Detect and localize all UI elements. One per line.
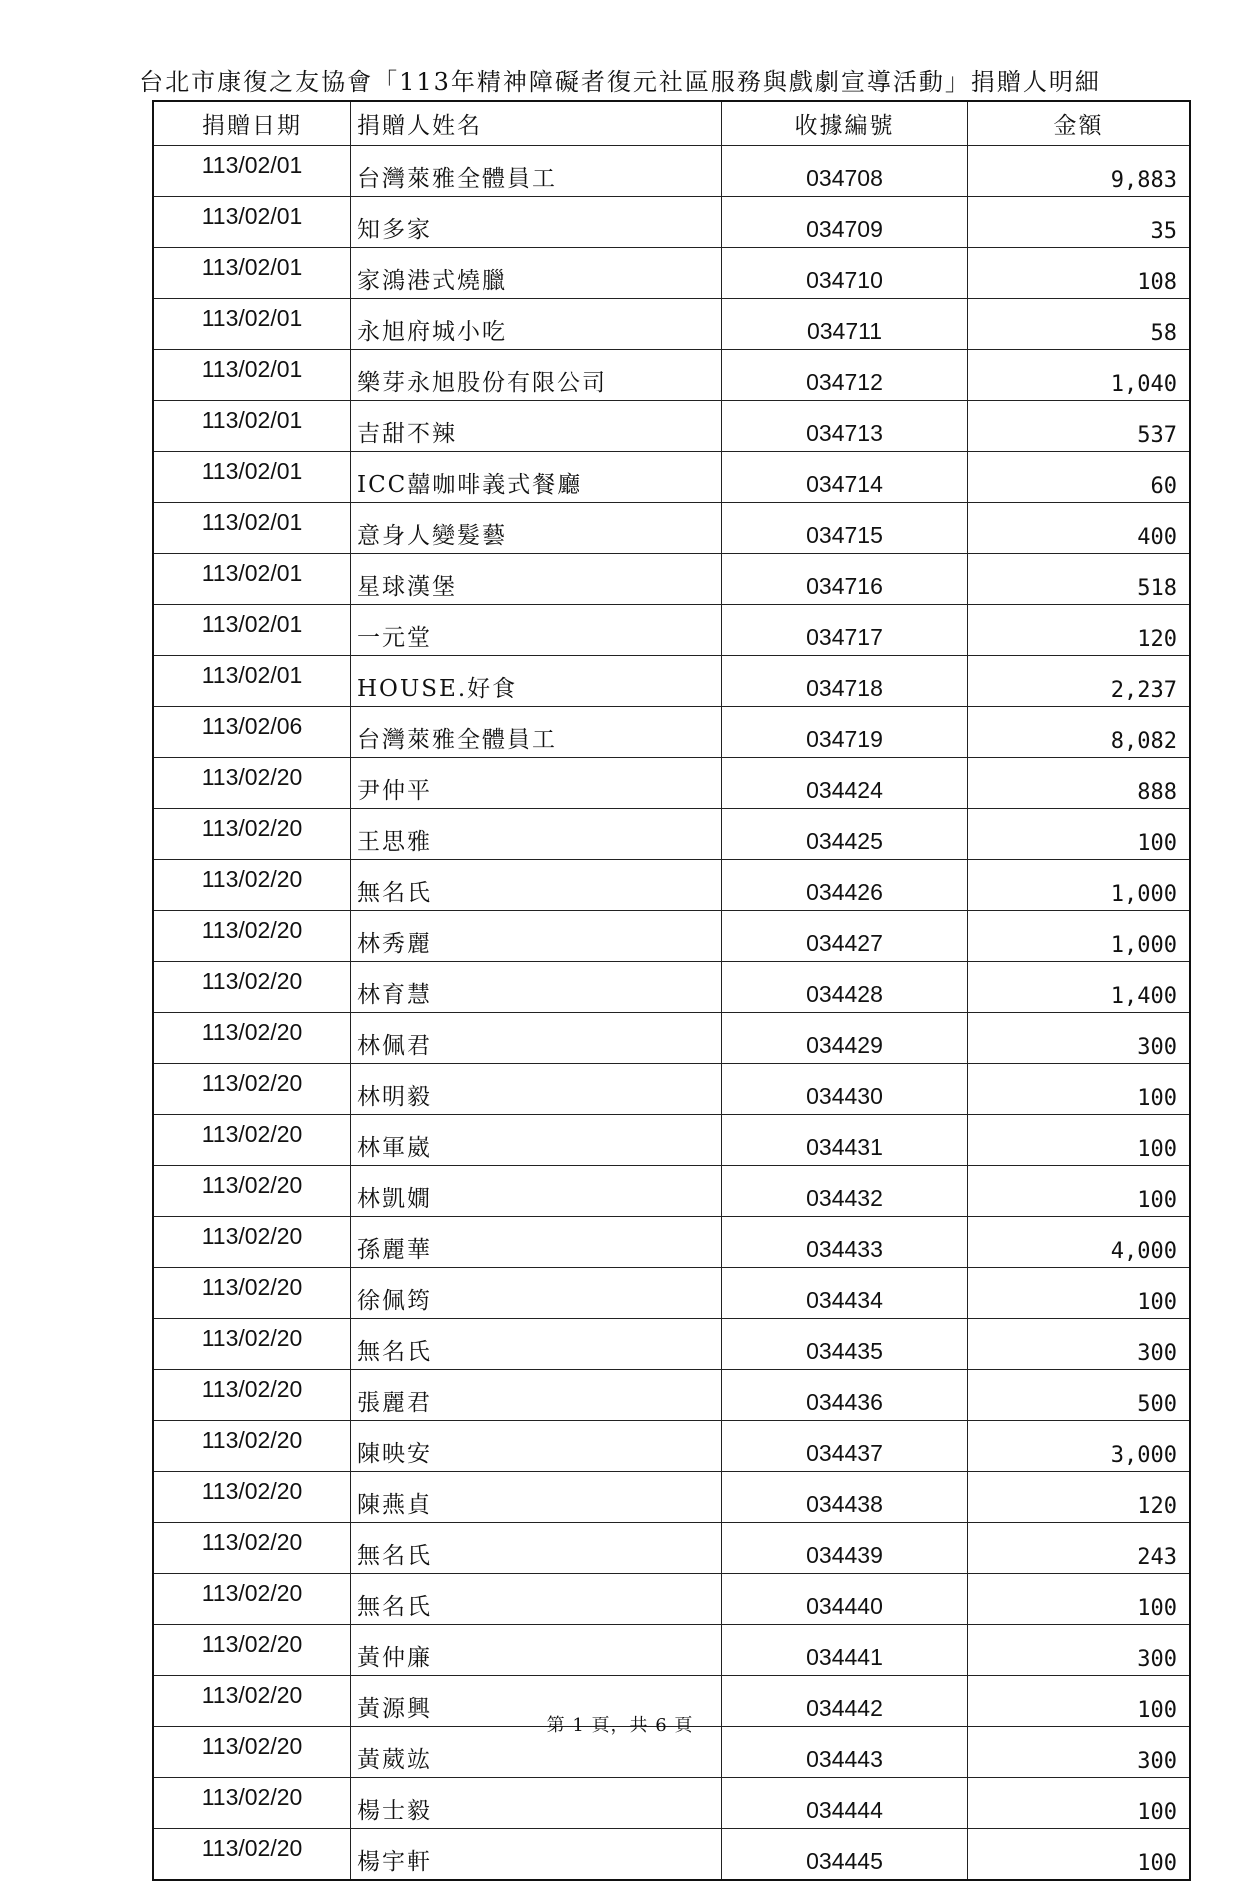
receipt-number-cell: 034445 — [722, 1829, 968, 1881]
donor-name-cell: 王思雅 — [351, 809, 722, 860]
amount-cell: 400 — [968, 503, 1191, 554]
receipt-number-cell: 034709 — [722, 197, 968, 248]
amount-cell: 100 — [968, 1778, 1191, 1829]
amount-cell: 9,883 — [968, 146, 1191, 197]
amount-cell: 1,000 — [968, 911, 1191, 962]
table-row — [153, 1370, 1190, 1421]
receipt-number-cell: 034444 — [722, 1778, 968, 1829]
donor-name-cell: 尹仲平 — [351, 758, 722, 809]
header-date: 捐贈日期 — [153, 101, 351, 146]
amount-cell: 120 — [968, 605, 1191, 656]
donor-name-cell: 張麗君 — [351, 1370, 722, 1421]
amount-cell: 100 — [968, 1829, 1191, 1881]
receipt-number-cell: 034427 — [722, 911, 968, 962]
donor-name-cell: 意身人變髮藝 — [351, 503, 722, 554]
receipt-number-cell: 034714 — [722, 452, 968, 503]
table-row — [153, 1319, 1190, 1370]
amount-cell: 1,040 — [968, 350, 1191, 401]
table-row — [153, 1778, 1190, 1829]
donor-name-cell: 永旭府城小吃 — [351, 299, 722, 350]
donation-date-cell: 113/02/20 — [153, 1574, 351, 1625]
donor-name-cell: 楊宇軒 — [351, 1829, 722, 1881]
amount-cell: 100 — [968, 809, 1191, 860]
donation-date-cell: 113/02/20 — [153, 809, 351, 860]
donor-name-cell: 知多家 — [351, 197, 722, 248]
donation-date-cell: 113/02/01 — [153, 503, 351, 554]
amount-cell: 300 — [968, 1625, 1191, 1676]
receipt-number-cell: 034716 — [722, 554, 968, 605]
receipt-number-cell: 034717 — [722, 605, 968, 656]
donation-date-cell: 113/02/20 — [153, 1625, 351, 1676]
receipt-number-cell: 034428 — [722, 962, 968, 1013]
donation-date-cell: 113/02/20 — [153, 1268, 351, 1319]
receipt-number-cell: 034441 — [722, 1625, 968, 1676]
table-row — [153, 656, 1190, 707]
donation-date-cell: 113/02/01 — [153, 554, 351, 605]
donation-date-cell: 113/02/20 — [153, 1370, 351, 1421]
donation-date-cell: 113/02/20 — [153, 1166, 351, 1217]
header-receipt-number: 收據編號 — [722, 101, 968, 146]
amount-cell: 1,000 — [968, 860, 1191, 911]
amount-cell: 4,000 — [968, 1217, 1191, 1268]
donor-name-cell: 陳燕貞 — [351, 1472, 722, 1523]
amount-cell: 500 — [968, 1370, 1191, 1421]
donor-name-cell: 林佩君 — [351, 1013, 722, 1064]
donation-date-cell: 113/02/20 — [153, 860, 351, 911]
donor-name-cell: 黃仲廉 — [351, 1625, 722, 1676]
receipt-number-cell: 034438 — [722, 1472, 968, 1523]
donor-name-cell: 黃源興 — [351, 1676, 722, 1727]
donor-name-cell: 吉甜不辣 — [351, 401, 722, 452]
receipt-number-cell: 034433 — [722, 1217, 968, 1268]
donation-date-cell: 113/02/01 — [153, 299, 351, 350]
table-row — [153, 1829, 1190, 1881]
table-row — [153, 1217, 1190, 1268]
amount-cell: 100 — [968, 1676, 1191, 1727]
donor-name-cell: 無名氏 — [351, 1523, 722, 1574]
amount-cell: 100 — [968, 1115, 1191, 1166]
receipt-number-cell: 034719 — [722, 707, 968, 758]
amount-cell: 888 — [968, 758, 1191, 809]
table-row — [153, 1013, 1190, 1064]
document-title: 台北市康復之友協會「113年精神障礙者復元社區服務與戲劇宣導活動」捐贈人明細 — [139, 68, 1101, 96]
receipt-number-cell: 034426 — [722, 860, 968, 911]
donor-name-cell: 台灣萊雅全體員工 — [351, 146, 722, 197]
donation-date-cell: 113/02/20 — [153, 1676, 351, 1727]
table-row — [153, 1064, 1190, 1115]
amount-cell: 100 — [968, 1268, 1191, 1319]
amount-cell: 3,000 — [968, 1421, 1191, 1472]
receipt-number-cell: 034715 — [722, 503, 968, 554]
donor-name-cell: 無名氏 — [351, 1574, 722, 1625]
donor-name-cell: 陳映安 — [351, 1421, 722, 1472]
donation-date-cell: 113/02/01 — [153, 452, 351, 503]
amount-cell: 518 — [968, 554, 1191, 605]
donor-name-cell: 無名氏 — [351, 1319, 722, 1370]
donation-date-cell: 113/02/20 — [153, 1064, 351, 1115]
table-row — [153, 911, 1190, 962]
amount-cell: 108 — [968, 248, 1191, 299]
amount-cell: 100 — [968, 1064, 1191, 1115]
table-row — [153, 1268, 1190, 1319]
table-row — [153, 1625, 1190, 1676]
receipt-number-cell: 034432 — [722, 1166, 968, 1217]
receipt-number-cell: 034711 — [722, 299, 968, 350]
donor-name-cell: 樂芽永旭股份有限公司 — [351, 350, 722, 401]
amount-cell: 300 — [968, 1013, 1191, 1064]
table-row — [153, 707, 1190, 758]
donation-date-cell: 113/02/20 — [153, 962, 351, 1013]
receipt-number-cell: 034440 — [722, 1574, 968, 1625]
donor-name-cell: ICC囍咖啡義式餐廳 — [351, 452, 722, 503]
receipt-number-cell: 034718 — [722, 656, 968, 707]
donor-name-cell: 黃葳竑 — [351, 1727, 722, 1778]
amount-cell: 120 — [968, 1472, 1191, 1523]
donation-date-cell: 113/02/06 — [153, 707, 351, 758]
page-number: 第 1 頁，共 6 頁 — [546, 1715, 694, 1736]
table-row — [153, 146, 1190, 197]
table-row — [153, 554, 1190, 605]
table-row — [153, 1574, 1190, 1625]
table-row — [153, 605, 1190, 656]
donor-name-cell: 林育慧 — [351, 962, 722, 1013]
receipt-number-cell: 034431 — [722, 1115, 968, 1166]
table-header — [153, 101, 1190, 146]
table-row — [153, 503, 1190, 554]
receipt-number-cell: 034442 — [722, 1676, 968, 1727]
donor-name-cell: HOUSE.好食 — [351, 656, 722, 707]
receipt-number-cell: 034430 — [722, 1064, 968, 1115]
receipt-number-cell: 034436 — [722, 1370, 968, 1421]
amount-cell: 1,400 — [968, 962, 1191, 1013]
receipt-number-cell: 034435 — [722, 1319, 968, 1370]
donation-date-cell: 113/02/20 — [153, 1829, 351, 1881]
donation-date-cell: 113/02/20 — [153, 1421, 351, 1472]
amount-cell: 2,237 — [968, 656, 1191, 707]
donor-name-cell: 台灣萊雅全體員工 — [351, 707, 722, 758]
donation-table — [152, 100, 1191, 1881]
donation-date-cell: 113/02/20 — [153, 911, 351, 962]
header-donor-name: 捐贈人姓名 — [351, 101, 722, 146]
donation-date-cell: 113/02/20 — [153, 1217, 351, 1268]
donor-name-cell: 孫麗華 — [351, 1217, 722, 1268]
amount-cell: 243 — [968, 1523, 1191, 1574]
donation-date-cell: 113/02/01 — [153, 401, 351, 452]
table-row — [153, 1421, 1190, 1472]
amount-cell: 35 — [968, 197, 1191, 248]
receipt-number-cell: 034710 — [722, 248, 968, 299]
amount-cell: 537 — [968, 401, 1191, 452]
amount-cell: 58 — [968, 299, 1191, 350]
receipt-number-cell: 034434 — [722, 1268, 968, 1319]
receipt-number-cell: 034713 — [722, 401, 968, 452]
donor-name-cell: 一元堂 — [351, 605, 722, 656]
header-row — [153, 101, 1190, 146]
receipt-number-cell: 034425 — [722, 809, 968, 860]
table-row — [153, 197, 1190, 248]
donation-date-cell: 113/02/20 — [153, 1013, 351, 1064]
table-row — [153, 758, 1190, 809]
donation-date-cell: 113/02/01 — [153, 197, 351, 248]
table-row — [153, 248, 1190, 299]
donation-date-cell: 113/02/01 — [153, 605, 351, 656]
donation-date-cell: 113/02/01 — [153, 656, 351, 707]
amount-cell: 60 — [968, 452, 1191, 503]
donation-date-cell: 113/02/01 — [153, 248, 351, 299]
donation-date-cell: 113/02/20 — [153, 1472, 351, 1523]
donor-name-cell: 徐佩筠 — [351, 1268, 722, 1319]
table-row — [153, 962, 1190, 1013]
header-amount: 金額 — [968, 101, 1191, 146]
table-row — [153, 1472, 1190, 1523]
receipt-number-cell: 034429 — [722, 1013, 968, 1064]
donation-date-cell: 113/02/20 — [153, 1523, 351, 1574]
receipt-number-cell: 034424 — [722, 758, 968, 809]
table-body — [153, 146, 1190, 1881]
donor-name-cell: 星球漢堡 — [351, 554, 722, 605]
donation-date-cell: 113/02/20 — [153, 1727, 351, 1778]
amount-cell: 300 — [968, 1319, 1191, 1370]
donor-name-cell: 林軍崴 — [351, 1115, 722, 1166]
donation-date-cell: 113/02/01 — [153, 146, 351, 197]
table-row — [153, 860, 1190, 911]
table-row — [153, 299, 1190, 350]
donation-date-cell: 113/02/20 — [153, 758, 351, 809]
amount-cell: 300 — [968, 1727, 1191, 1778]
receipt-number-cell: 034439 — [722, 1523, 968, 1574]
receipt-number-cell: 034712 — [722, 350, 968, 401]
receipt-number-cell: 034443 — [722, 1727, 968, 1778]
table-row — [153, 401, 1190, 452]
donor-name-cell: 林秀麗 — [351, 911, 722, 962]
receipt-number-cell: 034708 — [722, 146, 968, 197]
table-row — [153, 452, 1190, 503]
donation-date-cell: 113/02/20 — [153, 1115, 351, 1166]
table-row — [153, 1115, 1190, 1166]
donation-date-cell: 113/02/01 — [153, 350, 351, 401]
table-row — [153, 809, 1190, 860]
table-row — [153, 350, 1190, 401]
receipt-number-cell: 034437 — [722, 1421, 968, 1472]
donation-date-cell: 113/02/20 — [153, 1319, 351, 1370]
donor-name-cell: 無名氏 — [351, 860, 722, 911]
donation-date-cell: 113/02/20 — [153, 1778, 351, 1829]
donor-name-cell: 家鴻港式燒臘 — [351, 248, 722, 299]
donor-name-cell: 林明毅 — [351, 1064, 722, 1115]
donor-name-cell: 林凱嫺 — [351, 1166, 722, 1217]
amount-cell: 8,082 — [968, 707, 1191, 758]
donor-name-cell: 楊士毅 — [351, 1778, 722, 1829]
table-row — [153, 1166, 1190, 1217]
table-row — [153, 1523, 1190, 1574]
amount-cell: 100 — [968, 1166, 1191, 1217]
amount-cell: 100 — [968, 1574, 1191, 1625]
